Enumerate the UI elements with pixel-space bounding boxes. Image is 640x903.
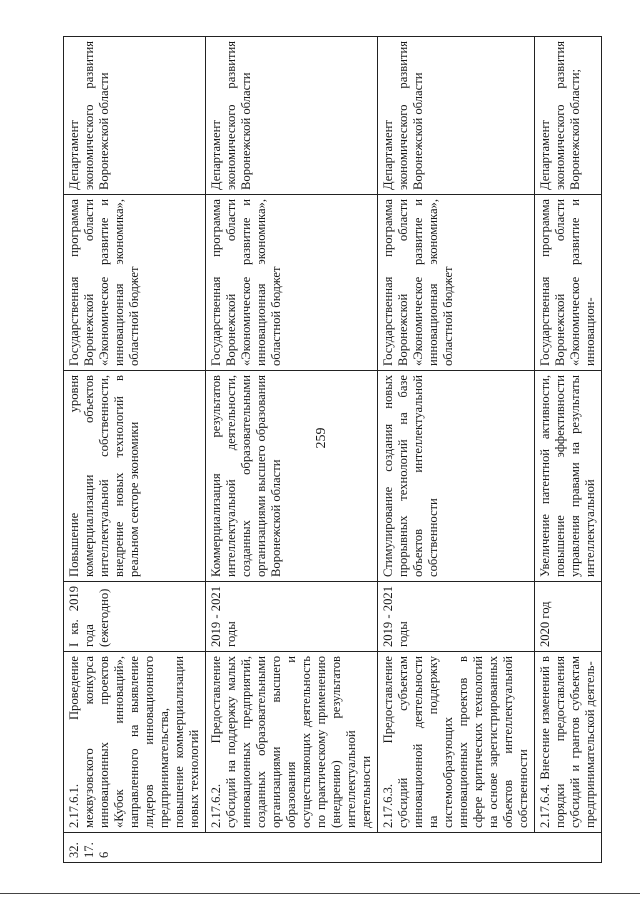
source-cell: Государственная программа Воронежской области «Экономическое развитие и инновационная экономика», областной бюджет	[378, 195, 535, 371]
table-row-2-17-6-2	[206, 37, 378, 863]
table-row-2-17-6-3	[378, 37, 535, 863]
result-cell: Стимулирование создания новых прорывных технологий на базе объектов интеллектуальной собственности	[378, 371, 535, 582]
scan-edge-line	[0, 893, 640, 894]
action-cell: 2.17.6.3. Предоставление субсидий субъектам инновационной деятельности на поддержку системообразующих инновационных проектов в сфере критических технологий на основе зарегистрированных объектов интеллектуальной собственности	[378, 652, 535, 833]
responsible-cell: Департамент экономического развития Воронежской области	[206, 37, 378, 195]
source-cell: Государственная программа Воронежской области «Экономическое развитие и инновационная экономика», областной бюджет	[206, 195, 378, 371]
table-row-2-17-6-1	[64, 37, 206, 863]
action-cell: 2.17.6.1. Проведение межвузовского конкурса инновационных проектов «Кубок инноваций», направленного на выявление лидеров инновационного предпринимательства, повышение коммерциализации новых технологий	[64, 652, 206, 833]
page-number: 259	[314, 427, 329, 449]
result-cell: Увеличение патентной активности, повышение эффективности управления правами на результаты интеллектуальной	[535, 371, 602, 582]
rotated-table-wrapper	[63, 37, 597, 863]
action-cell: 2.17.6.4. Внесение изменений в порядки предоставления субсидий и грантов субъектам предпринимательской деятель-	[535, 652, 602, 833]
deadline-cell: I кв. 2019 года (ежегодно)	[64, 582, 206, 652]
responsible-cell: Департамент экономического развития Воронежской области	[64, 37, 206, 195]
measures-table	[63, 36, 602, 863]
source-cell: Государственная программа Воронежской области «Экономическое развитие и инновацион-	[535, 195, 602, 371]
deadline-cell: 2019 - 2021 годы	[378, 582, 535, 652]
section-number: 32.17.6	[64, 833, 602, 863]
deadline-cell: 2020 год	[535, 582, 602, 652]
result-cell: Повышение уровня коммерциализации объектов интеллектуальной собственности, внедрение новых технологий в реальном секторе экономики	[64, 371, 206, 582]
responsible-cell: Департамент экономического развития Воронежской области;	[535, 37, 602, 195]
result-cell: Коммерциализация результатов интеллектуальной деятельности, созданных образовательными организациями высшего образования Воронежской области	[206, 371, 378, 582]
source-cell: Государственная программа Воронежской области «Экономическое развитие и инновационная экономика», областной бюджет	[64, 195, 206, 371]
responsible-cell: Департамент экономического развития Воронежской области	[378, 37, 535, 195]
deadline-cell: 2019 - 2021 годы	[206, 582, 378, 652]
action-cell: 2.17.6.2. Предоставление субсидий на поддержку малых инновационных предприятий, созданных образовательными организациями высшего образования и осуществляющих деятельность по практическому применению (внедрению) результатов интеллектуальной деятельности	[206, 652, 378, 833]
table-row-2-17-6-4	[535, 37, 602, 863]
